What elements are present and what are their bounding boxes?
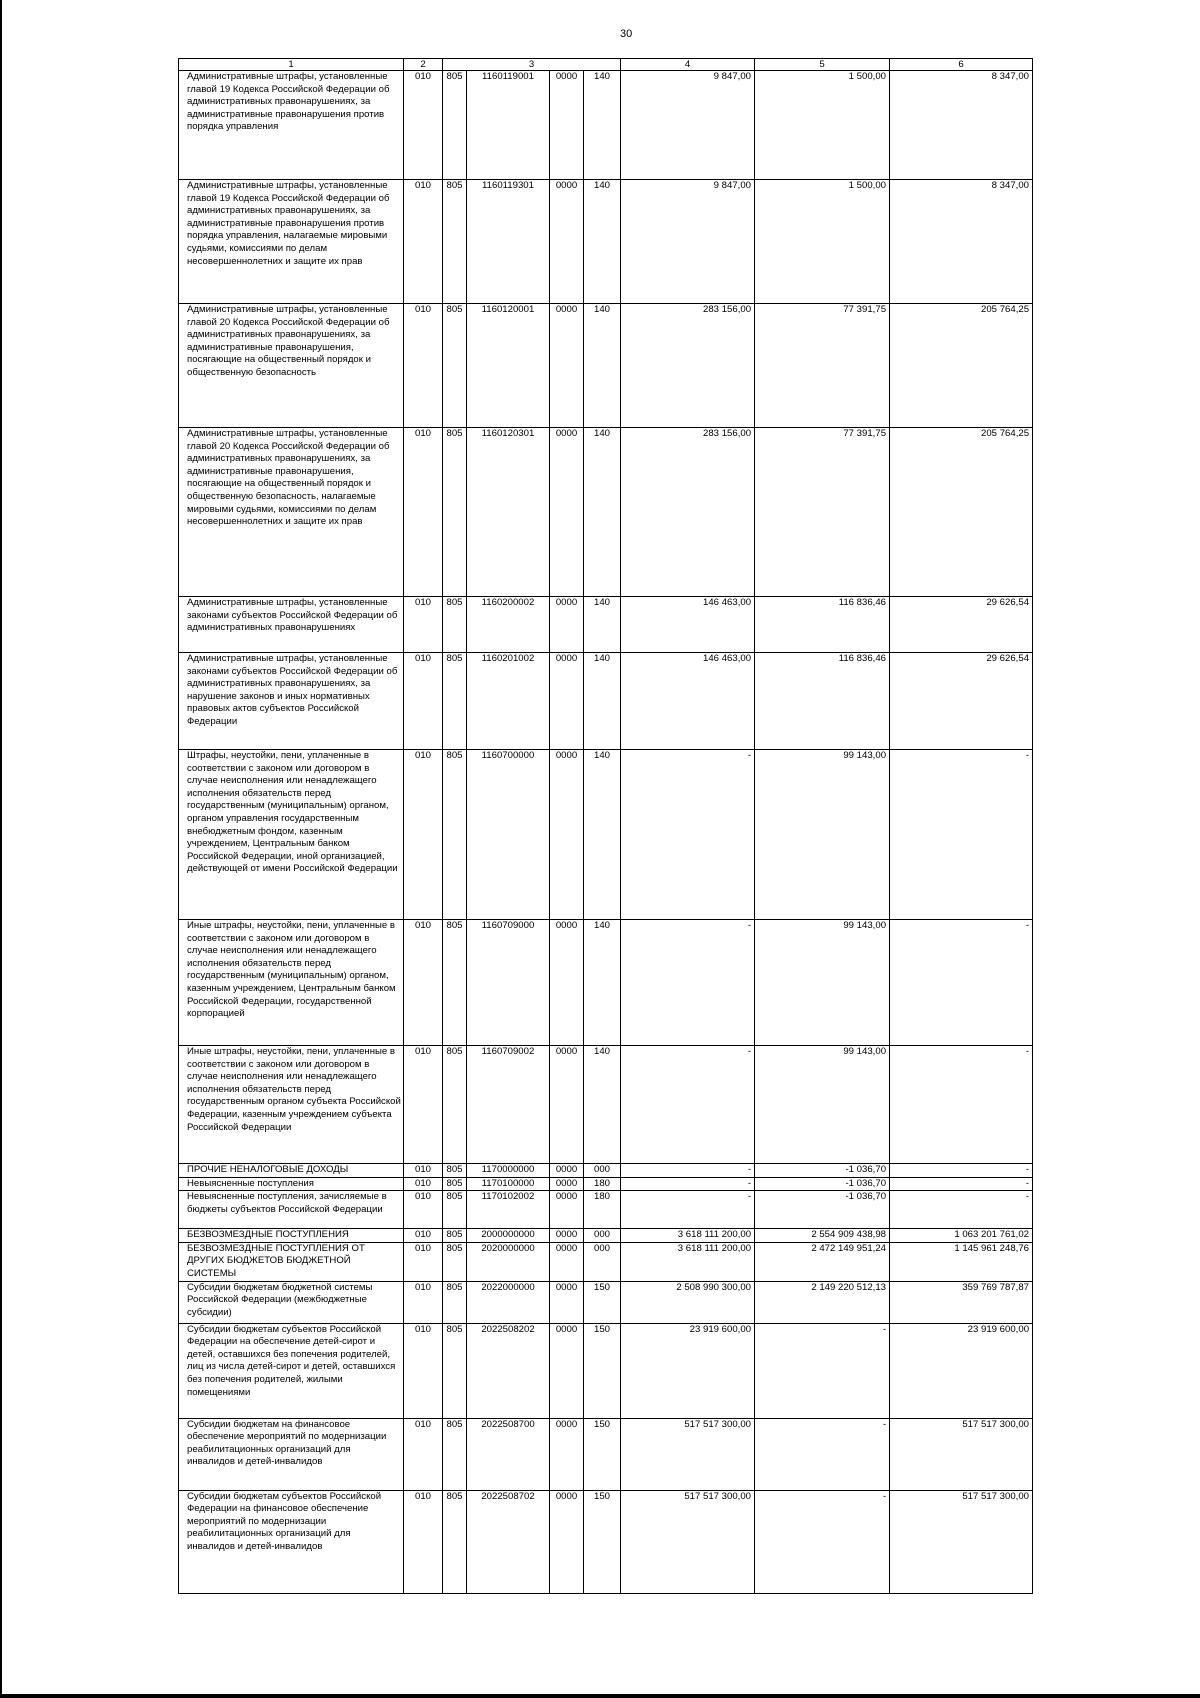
line-code-cell: 010 [404,1242,443,1281]
col5-value-cell: 2 149 220 512,13 [755,1281,890,1323]
line-code-cell: 010 [404,428,443,597]
income-code-cell: 1170100000 [467,1177,550,1191]
col4-value-cell: 517 517 300,00 [621,1418,755,1490]
budget-table [178,58,1033,1594]
description-cell: Штрафы, неустойки, пени, уплаченные в соответствии с законом или договором в случае неисполнения или ненадлежащего исполнения обязательств перед государственным (муниципальным) органом, органом управления государственным внебюджетным фондом, казенным учреждением, Центральным банком Российской Федерации, иной организацией, действующей от имени Российской Федерации [179,750,404,920]
line-code-cell: 010 [404,920,443,1046]
description-cell: Административные штрафы, установленные главой 20 Кодекса Российской Федерации об административных правонарушениях, за административные правонарушения, посягающие на общественный порядок и общественную безопасность, налагаемые мировыми судьями, комиссиями по делам несовершеннолетних и защите их прав [179,428,404,597]
table-row [179,1191,1033,1229]
table-row [179,1242,1033,1281]
col4-value-cell: - [621,1046,755,1164]
line-code-cell: 010 [404,1177,443,1191]
col6-value-cell: 8 347,00 [890,71,1033,180]
classifier-cell: 140 [584,304,621,428]
admin-code-cell: 805 [443,1281,467,1323]
table-row [179,428,1033,597]
description-cell: Административные штрафы, установленные законами субъектов Российской Федерации об административных правонарушениях, за нарушение законов и иных нормативных правовых актов субъектов Российской Федерации [179,653,404,750]
table-row [179,653,1033,750]
line-code-cell: 010 [404,1323,443,1418]
col5-value-cell: 77 391,75 [755,428,890,597]
description-cell: Субсидии бюджетам субъектов Российской Федерации на обеспечение детей-сирот и детей, оставшихся без попечения родителей, лиц из числа детей-сирот и детей, оставшихся без попечения родителей, жилыми помещениями [179,1323,404,1418]
table-row [179,180,1033,304]
col6-value-cell: - [890,1046,1033,1164]
header-cell-6: 6 [890,59,1033,71]
table-row [179,920,1033,1046]
description-cell: Административные штрафы, установленные законами субъектов Российской Федерации об административных правонарушениях [179,597,404,653]
income-code-cell: 2022508202 [467,1323,550,1418]
income-code-cell: 1160119301 [467,180,550,304]
classifier-cell: 140 [584,750,621,920]
classifier-cell: 180 [584,1191,621,1229]
col6-value-cell: 29 626,54 [890,597,1033,653]
classifier-cell: 000 [584,1229,621,1243]
subcode-cell: 0000 [550,1242,584,1281]
description-cell: Субсидии бюджетам бюджетной системы Российской Федерации (межбюджетные субсидии) [179,1281,404,1323]
col6-value-cell: - [890,920,1033,1046]
description-cell: Невыясненные поступления, зачисляемые в бюджеты субъектов Российской Федерации [179,1191,404,1229]
header-cell-4: 4 [621,59,755,71]
scan-edge-left [0,0,2,1698]
col5-value-cell: 1 500,00 [755,71,890,180]
col6-value-cell: 8 347,00 [890,180,1033,304]
subcode-cell: 0000 [550,1229,584,1243]
col6-value-cell: 359 769 787,87 [890,1281,1033,1323]
admin-code-cell: 805 [443,1046,467,1164]
classifier-cell: 000 [584,1242,621,1281]
col5-value-cell: 1 500,00 [755,180,890,304]
income-code-cell: 1170102002 [467,1191,550,1229]
col4-value-cell: 3 618 111 200,00 [621,1242,755,1281]
income-code-cell: 2000000000 [467,1229,550,1243]
col4-value-cell: - [621,920,755,1046]
header-cell-5: 5 [755,59,890,71]
classifier-cell: 140 [584,428,621,597]
col4-value-cell: - [621,1191,755,1229]
line-code-cell: 010 [404,1418,443,1490]
admin-code-cell: 805 [443,1191,467,1229]
subcode-cell: 0000 [550,1281,584,1323]
income-code-cell: 1170000000 [467,1164,550,1178]
page-number: 30 [620,28,633,40]
col6-value-cell: - [890,1177,1033,1191]
subcode-cell: 0000 [550,597,584,653]
subcode-cell: 0000 [550,71,584,180]
income-code-cell: 1160700000 [467,750,550,920]
line-code-cell: 010 [404,71,443,180]
col6-value-cell: 517 517 300,00 [890,1418,1033,1490]
income-code-cell: 1160119001 [467,71,550,180]
scan-edge-bottom [0,1694,1200,1698]
line-code-cell: 010 [404,597,443,653]
admin-code-cell: 805 [443,1229,467,1243]
col6-value-cell: 1 063 201 761,02 [890,1229,1033,1243]
table-row [179,1490,1033,1593]
subcode-cell: 0000 [550,653,584,750]
classifier-cell: 140 [584,1046,621,1164]
table-body [179,59,1033,1594]
header-cell-2: 2 [404,59,443,71]
subcode-cell: 0000 [550,1418,584,1490]
header-cell-3: 3 [443,59,621,71]
description-cell: Административные штрафы, установленные главой 19 Кодекса Российской Федерации об административных правонарушениях, за административные правонарушения против порядка управления, налагаемые мировыми судьями, комиссиями по делам несовершеннолетних и защите их прав [179,180,404,304]
line-code-cell: 010 [404,180,443,304]
income-code-cell: 2022000000 [467,1281,550,1323]
income-code-cell: 1160709002 [467,1046,550,1164]
subcode-cell: 0000 [550,180,584,304]
col4-value-cell: - [621,1177,755,1191]
col4-value-cell: - [621,1164,755,1178]
admin-code-cell: 805 [443,1490,467,1593]
col5-value-cell: 2 472 149 951,24 [755,1242,890,1281]
admin-code-cell: 805 [443,1418,467,1490]
classifier-cell: 140 [584,71,621,180]
col4-value-cell: 283 156,00 [621,428,755,597]
line-code-cell: 010 [404,750,443,920]
admin-code-cell: 805 [443,1242,467,1281]
classifier-cell: 140 [584,180,621,304]
line-code-cell: 010 [404,304,443,428]
admin-code-cell: 805 [443,1323,467,1418]
income-code-cell: 1160201002 [467,653,550,750]
col4-value-cell: 146 463,00 [621,597,755,653]
col6-value-cell: - [890,1191,1033,1229]
admin-code-cell: 805 [443,653,467,750]
description-cell: Иные штрафы, неустойки, пени, уплаченные в соответствии с законом или договором в случае неисполнения или ненадлежащего исполнения обязательств перед государственным (муниципальным) органом, казенным учреждением, Центральным банком Российской Федерации, государственной корпорацией [179,920,404,1046]
col6-value-cell: 29 626,54 [890,653,1033,750]
income-code-cell: 2022508700 [467,1418,550,1490]
header-row [179,59,1033,71]
table-row [179,1164,1033,1178]
classifier-cell: 150 [584,1418,621,1490]
col4-value-cell: 517 517 300,00 [621,1490,755,1593]
line-code-cell: 010 [404,1046,443,1164]
subcode-cell: 0000 [550,1046,584,1164]
col6-value-cell: 205 764,25 [890,304,1033,428]
subcode-cell: 0000 [550,1164,584,1178]
subcode-cell: 0000 [550,428,584,597]
description-cell: ПРОЧИЕ НЕНАЛОГОВЫЕ ДОХОДЫ [179,1164,404,1178]
classifier-cell: 150 [584,1490,621,1593]
col5-value-cell: - [755,1418,890,1490]
table-row [179,1229,1033,1243]
classifier-cell: 150 [584,1323,621,1418]
income-code-cell: 1160120301 [467,428,550,597]
description-cell: Невыясненные поступления [179,1177,404,1191]
line-code-cell: 010 [404,1229,443,1243]
col5-value-cell: -1 036,70 [755,1164,890,1178]
admin-code-cell: 805 [443,920,467,1046]
income-code-cell: 2022508702 [467,1490,550,1593]
description-cell: Субсидии бюджетам субъектов Российской Федерации на финансовое обеспечение мероприятий по модернизации реабилитационных организаций для инвалидов и детей-инвалидов [179,1490,404,1593]
col4-value-cell: 9 847,00 [621,180,755,304]
admin-code-cell: 805 [443,71,467,180]
table-row [179,1323,1033,1418]
table-row [179,304,1033,428]
col4-value-cell: 3 618 111 200,00 [621,1229,755,1243]
line-code-cell: 010 [404,653,443,750]
table-row [179,1177,1033,1191]
col4-value-cell: 283 156,00 [621,304,755,428]
description-cell: БЕЗВОЗМЕЗДНЫЕ ПОСТУПЛЕНИЯ ОТ ДРУГИХ БЮДЖЕТОВ БЮДЖЕТНОЙ СИСТЕМЫ [179,1242,404,1281]
subcode-cell: 0000 [550,1323,584,1418]
table-row [179,597,1033,653]
col5-value-cell: -1 036,70 [755,1177,890,1191]
classifier-cell: 150 [584,1281,621,1323]
table-row [179,1418,1033,1490]
line-code-cell: 010 [404,1490,443,1593]
line-code-cell: 010 [404,1191,443,1229]
col4-value-cell: 146 463,00 [621,653,755,750]
classifier-cell: 180 [584,1177,621,1191]
col5-value-cell: 2 554 909 438,98 [755,1229,890,1243]
col6-value-cell: - [890,750,1033,920]
col6-value-cell: 1 145 961 248,76 [890,1242,1033,1281]
col4-value-cell: - [621,750,755,920]
col5-value-cell: 116 836,46 [755,653,890,750]
table-row [179,1281,1033,1323]
line-code-cell: 010 [404,1281,443,1323]
admin-code-cell: 805 [443,1164,467,1178]
col5-value-cell: 99 143,00 [755,1046,890,1164]
table-row [179,1046,1033,1164]
subcode-cell: 0000 [550,920,584,1046]
subcode-cell: 0000 [550,750,584,920]
income-code-cell: 1160120001 [467,304,550,428]
classifier-cell: 140 [584,597,621,653]
description-cell: Иные штрафы, неустойки, пени, уплаченные в соответствии с законом или договором в случае неисполнения или ненадлежащего исполнения обязательств перед государственным органом субъекта Российской Федерации, казенным учреждением субъекта Российской Федерации [179,1046,404,1164]
admin-code-cell: 805 [443,304,467,428]
table-row [179,71,1033,180]
classifier-cell: 140 [584,653,621,750]
admin-code-cell: 805 [443,180,467,304]
col6-value-cell: 205 764,25 [890,428,1033,597]
admin-code-cell: 805 [443,597,467,653]
col5-value-cell: 99 143,00 [755,750,890,920]
col5-value-cell: - [755,1323,890,1418]
col4-value-cell: 23 919 600,00 [621,1323,755,1418]
line-code-cell: 010 [404,1164,443,1178]
description-cell: Административные штрафы, установленные главой 20 Кодекса Российской Федерации об административных правонарушениях, за административные правонарушения, посягающие на общественный порядок и общественную безопасность [179,304,404,428]
col5-value-cell: 77 391,75 [755,304,890,428]
admin-code-cell: 805 [443,750,467,920]
col4-value-cell: 2 508 990 300,00 [621,1281,755,1323]
income-code-cell: 1160200002 [467,597,550,653]
income-code-cell: 2020000000 [467,1242,550,1281]
col6-value-cell: - [890,1164,1033,1178]
col4-value-cell: 9 847,00 [621,71,755,180]
admin-code-cell: 805 [443,428,467,597]
classifier-cell: 000 [584,1164,621,1178]
subcode-cell: 0000 [550,1490,584,1593]
admin-code-cell: 805 [443,1177,467,1191]
description-cell: БЕЗВОЗМЕЗДНЫЕ ПОСТУПЛЕНИЯ [179,1229,404,1243]
header-cell-1: 1 [179,59,404,71]
description-cell: Административные штрафы, установленные главой 19 Кодекса Российской Федерации об административных правонарушениях, за административные правонарушения против порядка управления [179,71,404,180]
col5-value-cell: -1 036,70 [755,1191,890,1229]
description-cell: Субсидии бюджетам на финансовое обеспечение мероприятий по модернизации реабилитационных организаций для инвалидов и детей-инвалидов [179,1418,404,1490]
table-row [179,750,1033,920]
subcode-cell: 0000 [550,1191,584,1229]
col6-value-cell: 23 919 600,00 [890,1323,1033,1418]
col6-value-cell: 517 517 300,00 [890,1490,1033,1593]
subcode-cell: 0000 [550,304,584,428]
subcode-cell: 0000 [550,1177,584,1191]
col5-value-cell: - [755,1490,890,1593]
col5-value-cell: 99 143,00 [755,920,890,1046]
classifier-cell: 140 [584,920,621,1046]
col5-value-cell: 116 836,46 [755,597,890,653]
income-code-cell: 1160709000 [467,920,550,1046]
